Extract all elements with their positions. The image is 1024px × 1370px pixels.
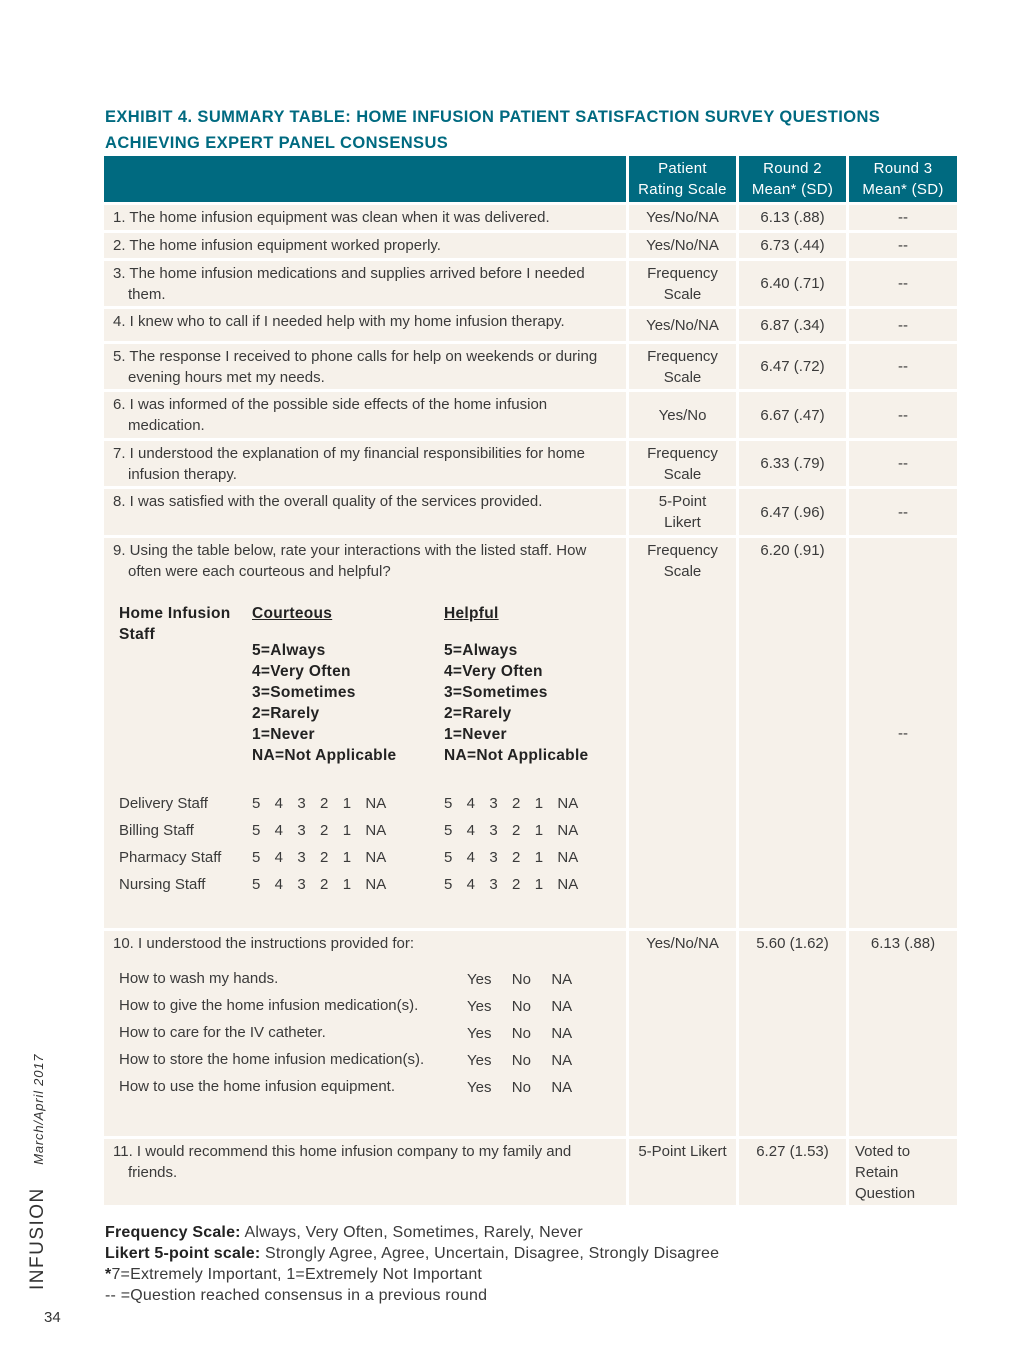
table-row-5-question: 5. The response I received to phone calls for help on weekends or during evening hours met my needs.: [104, 344, 626, 389]
staff-name-pharmacy: Pharmacy Staff: [119, 849, 222, 866]
table-row-5-scale: Frequency Scale: [629, 344, 736, 389]
instruction-options-use-equipment: Yes No NA: [467, 1079, 573, 1096]
helpful-scale-legend: 5=Always 4=Very Often 3=Sometimes 2=Rarely 1=Never NA=Not Applicable: [444, 642, 589, 764]
instruction-item-store-medication: How to store the home infusion medication(s).: [119, 1051, 425, 1068]
instruction-options-store-medication: Yes No NA: [467, 1052, 573, 1069]
table-row-10-question: 10. I understood the instructions provided for:: [104, 931, 626, 1136]
header-round-3-l2: Mean* (SD): [862, 181, 944, 198]
table-row-6-round2: 6.67 (.47): [739, 392, 846, 438]
header-round-2-l2: Mean* (SD): [751, 181, 834, 198]
courteous-rating-nursing: 5 4 3 2 1 NA: [252, 876, 387, 893]
table-row-1-question: 1. The home infusion equipment was clean when it was delivered.: [104, 205, 626, 230]
table-row-6-round3: --: [849, 392, 957, 438]
brand-logo: INFUSION: [27, 1187, 48, 1290]
instruction-options-give-medication: Yes No NA: [467, 998, 573, 1015]
table-row-1-scale: Yes/No/NA: [629, 205, 736, 230]
footnote-likert-scale: Likert 5-point scale: Strongly Agree, Agree, Uncertain, Disagree, Strongly Disagree: [105, 1245, 720, 1262]
footnote-consensus: -- =Question reached consensus in a previous round: [105, 1287, 488, 1304]
table-row-6-question: 6. I was informed of the possible side effects of the home infusion medication.: [104, 392, 626, 438]
header-round-2-l1: Round 2: [763, 160, 822, 177]
table-row-3-round2: 6.40 (.71): [739, 261, 846, 306]
instruction-options-iv-catheter: Yes No NA: [467, 1025, 573, 1042]
table-row-2-round2: 6.73 (.44): [739, 233, 846, 258]
helpful-rating-pharmacy: 5 4 3 2 1 NA: [444, 849, 579, 866]
exhibit-title-line-1: EXHIBIT 4. SUMMARY TABLE: HOME INFUSION PATIENT SATISFACTION SURVEY QUESTIONS: [105, 108, 881, 126]
table-row-8-round3: --: [849, 489, 957, 535]
table-row-3-question: 3. The home infusion medications and supplies arrived before I needed them.: [104, 261, 626, 306]
table-row-9-question: 9. Using the table below, rate your interactions with the listed staff. How often were each courteous and helpful?: [104, 538, 626, 928]
table-row-2-round3: --: [849, 233, 957, 258]
exhibit-title: [105, 104, 965, 156]
table-row-1-round2: 6.13 (.88): [739, 205, 846, 230]
table-row-8-scale: 5-Point Likert: [629, 489, 736, 535]
instruction-item-iv-catheter: How to care for the IV catheter.: [119, 1024, 326, 1041]
table-row-5-round3: --: [849, 344, 957, 389]
header-question-column: [104, 156, 626, 202]
table-row-2-scale: Yes/No/NA: [629, 233, 736, 258]
table-row-4-scale: Yes/No/NA: [629, 309, 736, 341]
helpful-rating-billing: 5 4 3 2 1 NA: [444, 822, 579, 839]
instruction-item-wash-hands: How to wash my hands.: [119, 970, 279, 987]
staff-name-billing: Billing Staff: [119, 822, 194, 839]
issue-date: March/April 2017: [31, 1053, 46, 1165]
courteous-column-header: Courteous: [252, 605, 333, 622]
table-row-7-round2: 6.33 (.79): [739, 441, 846, 486]
header-round-3-l1: Round 3: [873, 160, 933, 177]
footnote-importance: *7=Extremely Important, 1=Extremely Not Important: [105, 1266, 483, 1283]
footnote-frequency-scale: Frequency Scale: Always, Very Often, Sometimes, Rarely, Never: [105, 1224, 583, 1241]
table-row-9-round3: --: [849, 538, 957, 928]
table-row-9-round2: 6.20 (.91): [739, 538, 846, 928]
staff-name-delivery: Delivery Staff: [119, 795, 208, 812]
header-round-3: [849, 156, 957, 202]
table-row-11-round3: Voted to Retain Question: [849, 1139, 957, 1205]
table-row-9-scale: Frequency Scale: [629, 538, 736, 928]
table-row-3-scale: Frequency Scale: [629, 261, 736, 306]
table-row-7-question: 7. I understood the explanation of my financial responsibilities for home infusion therapy.: [104, 441, 626, 486]
table-row-8-round2: 6.47 (.96): [739, 489, 846, 535]
exhibit-title-line-2: ACHIEVING EXPERT PANEL CONSENSUS: [105, 134, 449, 152]
page-number: 34: [44, 1309, 61, 1326]
table-row-5-round2: 6.47 (.72): [739, 344, 846, 389]
instruction-item-give-medication: How to give the home infusion medication(s).: [119, 997, 419, 1014]
side-banner: [27, 1054, 49, 1290]
footnotes: [105, 1222, 719, 1306]
courteous-rating-billing: 5 4 3 2 1 NA: [252, 822, 387, 839]
staff-column-header: Home Infusion Staff: [119, 605, 231, 643]
table-row-1-round3: --: [849, 205, 957, 230]
table-row-10-round2: 5.60 (1.62): [739, 931, 846, 1136]
table-row-4-round2: 6.87 (.34): [739, 309, 846, 341]
table-row-3-round3: --: [849, 261, 957, 306]
instruction-item-use-equipment: How to use the home infusion equipment.: [119, 1078, 395, 1095]
table-row-4-question: 4. I knew who to call if I needed help with my home infusion therapy.: [104, 309, 626, 341]
helpful-column-header: Helpful: [444, 605, 499, 622]
staff-name-nursing: Nursing Staff: [119, 876, 206, 893]
table-row-11-question: 11. I would recommend this home infusion company to my family and friends.: [104, 1139, 626, 1205]
header-rating-scale-l1: Patient: [658, 160, 707, 177]
table-row-11-scale: 5-Point Likert: [629, 1139, 736, 1205]
courteous-rating-delivery: 5 4 3 2 1 NA: [252, 795, 387, 812]
courteous-rating-pharmacy: 5 4 3 2 1 NA: [252, 849, 387, 866]
helpful-rating-nursing: 5 4 3 2 1 NA: [444, 876, 579, 893]
header-rating-scale: [629, 156, 736, 202]
table-row-2-question: 2. The home infusion equipment worked properly.: [104, 233, 626, 258]
header-rating-scale-l2: Rating Scale: [638, 181, 727, 198]
table-row-7-scale: Frequency Scale: [629, 441, 736, 486]
table-row-10-round3: 6.13 (.88): [849, 931, 957, 1136]
helpful-rating-delivery: 5 4 3 2 1 NA: [444, 795, 579, 812]
table-row-8-question: 8. I was satisfied with the overall quality of the services provided.: [104, 489, 626, 535]
header-round-2: [739, 156, 846, 202]
table-row-11-round2: 6.27 (1.53): [739, 1139, 846, 1205]
table-row-6-scale: Yes/No: [629, 392, 736, 438]
table-row-4-round3: --: [849, 309, 957, 341]
instruction-options-wash-hands: Yes No NA: [467, 971, 573, 988]
table-row-10-scale: Yes/No/NA: [629, 931, 736, 1136]
table-row-7-round3: --: [849, 441, 957, 486]
courteous-scale-legend: 5=Always 4=Very Often 3=Sometimes 2=Rarely 1=Never NA=Not Applicable: [252, 642, 397, 764]
